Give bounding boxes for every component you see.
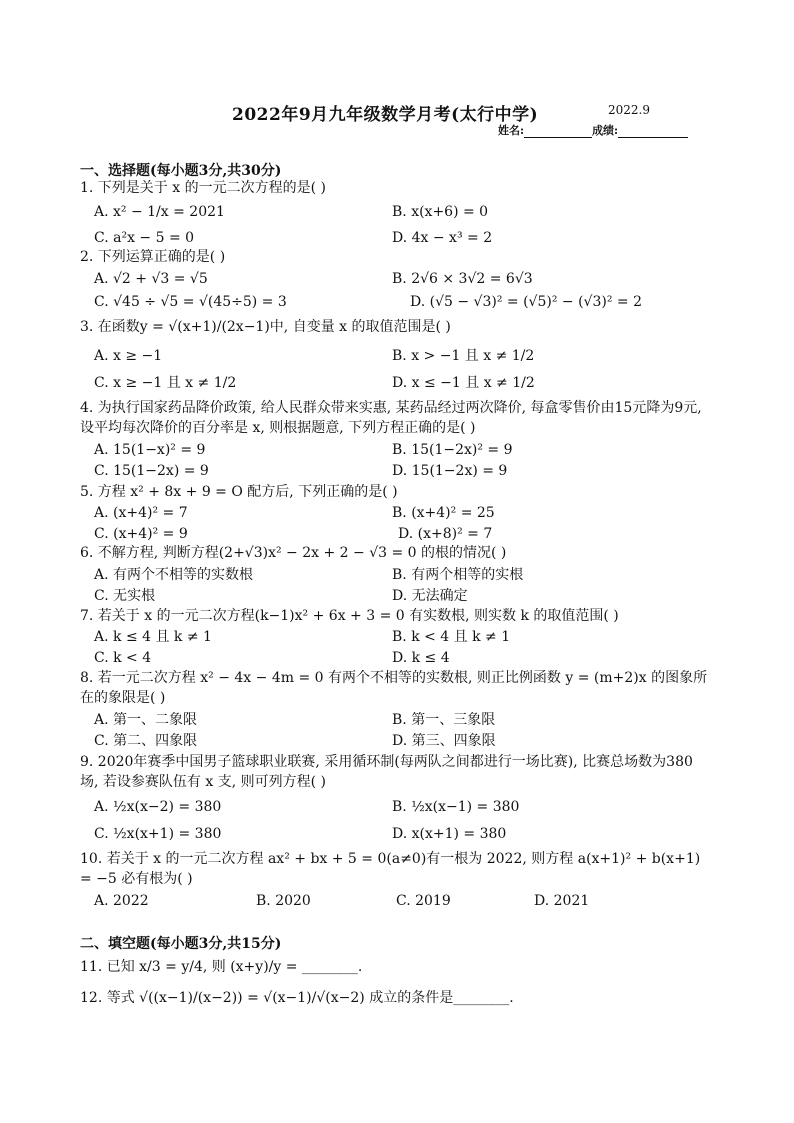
q7-option-b: B. k < 4 且 k ≠ 1: [392, 629, 511, 645]
q9-option-d: D. x(x+1) = 380: [392, 826, 507, 842]
question-2: 2. 下列运算正确的是( ): [80, 249, 226, 265]
q4-option-a: A. 15(1−x)² = 9: [94, 442, 206, 458]
question-10: 10. 若关于 x 的一元二次方程 ax² + bx + 5 = 0(a≠0)有一根为 2022, 则方程 a(x+1)² + b(x+1) = −5 必有根为( ): [80, 851, 701, 887]
q8-option-b: B. 第一、三象限: [392, 712, 496, 728]
score-label: 成绩:: [592, 124, 619, 137]
q6-option-c: C. 无实根: [94, 588, 156, 604]
q5-option-b: B. (x+4)² = 25: [392, 505, 495, 521]
question-11: 11. 已知 x/3 = y/4, 则 (x+y)/y = ________.: [80, 959, 363, 975]
q1-option-b: B. x(x+6) = 0: [392, 204, 489, 220]
exam-title: 2022年9月九年级数学月考(太行中学): [232, 105, 539, 125]
q1-option-d: D. 4x − x³ = 2: [392, 230, 493, 246]
q2-option-b: B. 2√6 × 3√2 = 6√3: [392, 271, 533, 287]
q7-option-a: A. k ≤ 4 且 k ≠ 1: [94, 629, 212, 645]
q5-option-c: C. (x+4)² = 9: [94, 526, 188, 542]
q7-option-d: D. k ≤ 4: [392, 650, 450, 666]
q6-option-d: D. 无法确定: [392, 588, 468, 604]
q10-option-c: C. 2019: [396, 893, 451, 909]
q10-option-b: B. 2020: [256, 893, 311, 909]
q1-option-a: A. x² − 1/x = 2021: [94, 204, 225, 220]
q7-option-c: C. k < 4: [94, 650, 152, 666]
question-9: 9. 2020年赛季中国男子篮球职业联赛, 采用循环制(每两队之间都进行一场比赛), 比赛总场数为380场, 若设参赛队伍有 x 支, 则可列方程( ): [80, 754, 693, 790]
question-1: 1. 下列是关于 x 的一元二次方程的是( ): [80, 180, 326, 196]
score-blank[interactable]: [618, 126, 688, 138]
q4-option-d: D. 15(1−2x) = 9: [392, 463, 508, 479]
q3-option-c: C. x ≥ −1 且 x ≠ 1/2: [94, 375, 237, 391]
question-6: 6. 不解方程, 判断方程(2+√3)x² − 2x + 2 − √3 = 0 的根的情况( ): [80, 545, 507, 561]
q4-option-c: C. 15(1−2x) = 9: [94, 463, 209, 479]
q1-option-c: C. a²x − 5 = 0: [94, 230, 195, 246]
name-label: 姓名:: [498, 124, 525, 137]
section-fill-heading: 二、填空题(每小题3分,共15分): [80, 936, 282, 952]
q3-option-a: A. x ≥ −1: [94, 348, 163, 364]
q2-option-a: A. √2 + √3 = √5: [94, 271, 208, 287]
exam-date: 2022.9: [608, 103, 650, 117]
q3-option-d: D. x ≤ −1 且 x ≠ 1/2: [392, 375, 535, 391]
question-7: 7. 若关于 x 的一元二次方程(k−1)x² + 6x + 3 = 0 有实数根, 则实数 k 的取值范围( ): [80, 608, 619, 624]
q10-option-a: A. 2022: [94, 893, 149, 909]
q8-option-d: D. 第三、四象限: [392, 733, 496, 749]
q3-option-b: B. x > −1 且 x ≠ 1/2: [392, 348, 535, 364]
q5-option-a: A. (x+4)² = 7: [94, 505, 188, 521]
q4-option-b: B. 15(1−2x)² = 9: [392, 442, 513, 458]
q8-option-a: A. 第一、二象限: [94, 712, 198, 728]
question-5: 5. 方程 x² + 8x + 9 = O 配方后, 下列正确的是( ): [80, 484, 398, 500]
q9-option-c: C. ½x(x+1) = 380: [94, 826, 222, 842]
q9-option-b: B. ½x(x−1) = 380: [392, 799, 520, 815]
name-score-row: [498, 122, 688, 138]
q6-option-a: A. 有两个不相等的实数根: [94, 567, 254, 583]
q6-option-b: B. 有两个相等的实根: [392, 567, 524, 583]
question-4: 4. 为执行国家药品降价政策, 给人民群众带来实惠, 某药品经过两次降价, 每盒零售价由15元降为9元, 设平均每次降价的百分率是 x, 则根据题意, 下列方程正确的是( ): [80, 400, 702, 436]
q10-option-d: D. 2021: [534, 893, 590, 909]
q9-option-a: A. ½x(x−2) = 380: [94, 799, 222, 815]
q2-option-d: D. (√5 − √3)² = (√5)² − (√3)² = 2: [410, 294, 642, 310]
q8-option-c: C. 第二、四象限: [94, 733, 198, 749]
question-8: 8. 若一元二次方程 x² − 4x − 4m = 0 有两个不相等的实数根, 则正比例函数 y = (m+2)x 的图象所在的象限是( ): [80, 670, 708, 706]
q2-option-c: C. √45 ÷ √5 = √(45÷5) = 3: [94, 294, 287, 310]
question-12: 12. 等式 √((x−1)/(x−2)) = √(x−1)/√(x−2) 成立的条件是________.: [80, 990, 514, 1006]
name-blank[interactable]: [524, 126, 592, 138]
section-choice-heading: 一、选择题(每小题3分,共30分): [80, 163, 282, 179]
q5-option-d: D. (x+8)² = 7: [398, 526, 493, 542]
question-3: 3. 在函数y = √(x+1)/(2x−1)中, 自变量 x 的取值范围是( ): [80, 319, 451, 335]
